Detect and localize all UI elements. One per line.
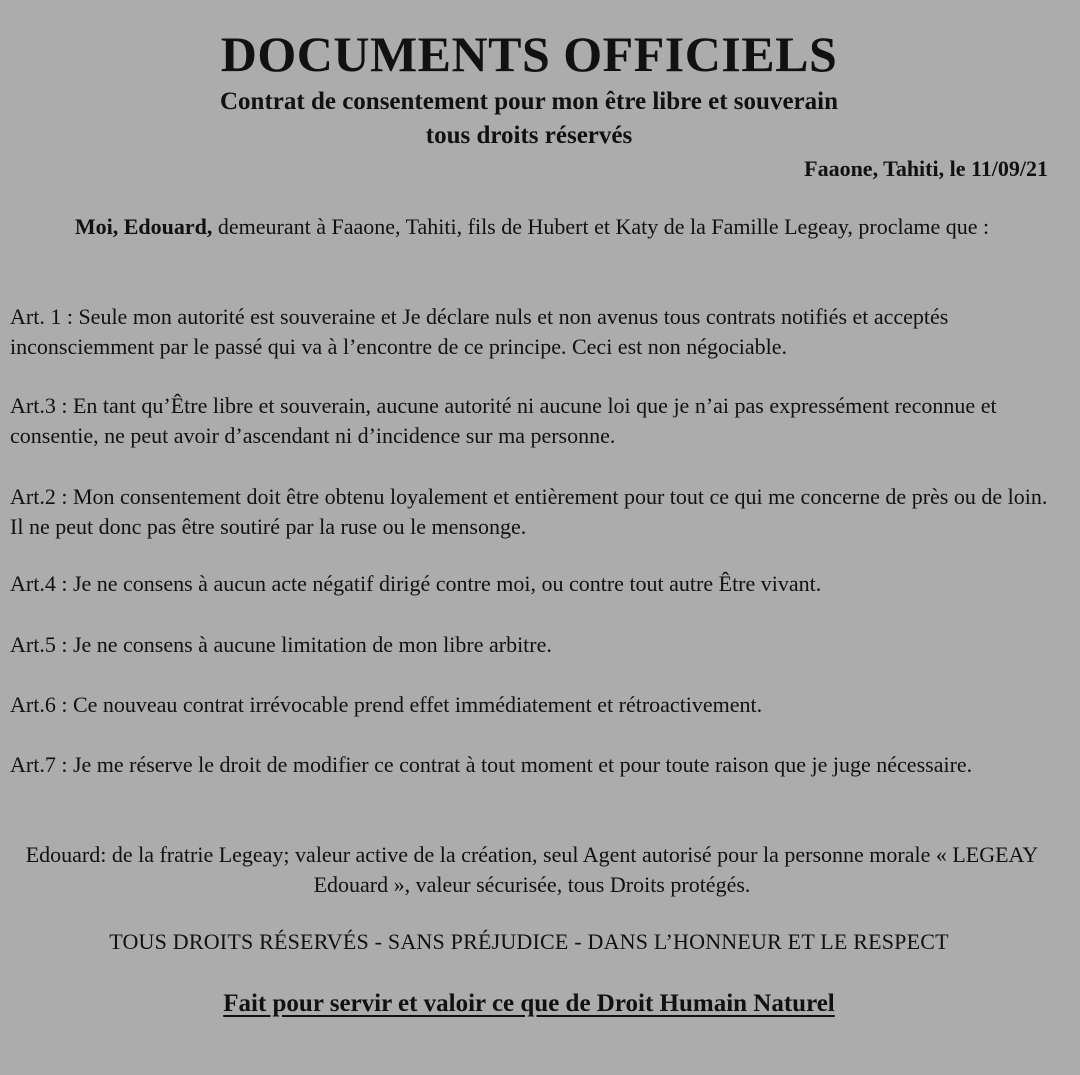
article-6: Art.6 : Ce nouveau contrat irrévocable prend effet immédiatement et rétroactivement.	[10, 692, 763, 717]
article-5: Art.5 : Je ne consens à aucune limitation de mon libre arbitre.	[10, 632, 552, 657]
intro-name: Moi, Edouard,	[74, 214, 213, 239]
document-subtitle-line2: tous droits réservés	[425, 122, 633, 149]
document-title: DOCUMENTS OFFICIELS	[220, 26, 838, 82]
closing-statement: Fait pour servir et valoir ce que de Droit Humain Naturel	[223, 990, 835, 1017]
intro-paragraph	[12, 212, 1052, 242]
intro-text: demeurant à Faaone, Tahiti, fils de Hubert et Katy de la Famille Legeay, proclame que :	[212, 214, 990, 239]
article-4: Art.4 : Je ne consens à aucun acte négatif dirigé contre moi, ou contre tout autre Être vivant.	[10, 571, 822, 596]
rights-reserved-line: TOUS DROITS RÉSERVÉS - SANS PRÉJUDICE - DANS L’HONNEUR ET LE RESPECT	[109, 929, 949, 954]
article-1: Art. 1 : Seule mon autorité est souveraine et Je déclare nuls et non avenus tous contrats notifiés et acceptés inconsciemment par le passé qui va à l’encontre de ce principe. Ceci est non négociable.	[10, 304, 949, 359]
document-subtitle-line1: Contrat de consentement pour mon être libre et souverain	[220, 88, 838, 115]
article-3: Art.3 : En tant qu’Être libre et souverain, aucune autorité ni aucune loi que je n’ai pas expressément reconnue et consentie, ne peut avoir d’ascendant ni d’incidence sur ma personne.	[10, 393, 997, 448]
article-2: Art.2 : Mon consentement doit être obtenu loyalement et entièrement pour tout ce qui me concerne de près ou de loin. Il ne peut donc pas être soutiré par la ruse ou le mensonge.	[10, 484, 1048, 539]
article-7: Art.7 : Je me réserve le droit de modifier ce contrat à tout moment et pour toute raison que je juge nécessaire.	[10, 752, 973, 777]
signature-paragraph: Edouard: de la fratrie Legeay; valeur active de la création, seul Agent autorisé pour la personne morale « LEGEAY Edouard », valeur sécurisée, tous Droits protégés.	[25, 842, 1039, 897]
place-and-date: Faaone, Tahiti, le 11/09/21	[804, 156, 1048, 181]
